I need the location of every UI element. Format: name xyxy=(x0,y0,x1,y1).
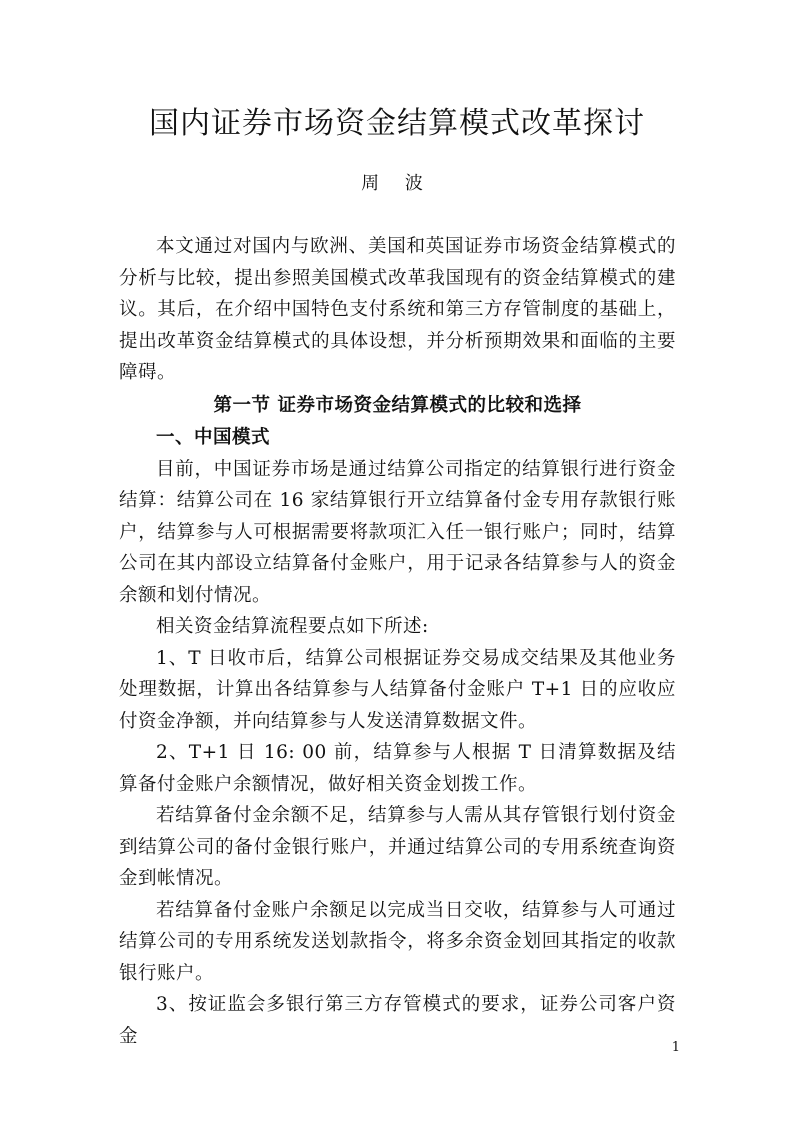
document-body xyxy=(119,231,676,1052)
author-name: 周 波 xyxy=(361,173,433,194)
body-paragraph: 若结算备付金账户余额足以完成当日交收，结算参与人可通过结算公司的专用系统发送划款指令，将多余资金划回其指定的收款银行账户。 xyxy=(119,899,676,984)
body-paragraph: 3、按证监会多银行第三方存管模式的要求，证券公司客户资金 xyxy=(119,994,676,1047)
subsection-heading: 一、中国模式 xyxy=(156,427,271,448)
body-paragraph: 2、T+1 日 16: 00 前，结算参与人根据 T 日清算数据及结算备付金账户余额情况，做好相关资金划拨工作。 xyxy=(119,742,676,795)
page-number: 1 xyxy=(671,1040,680,1055)
body-paragraph: 1、T 日收市后，结算公司根据证券交易成交结果及其他业务处理数据，计算出各结算参与人结算备付金账户 T+1 日的应收应付资金净额，并向结算参与人发送清算数据文件。 xyxy=(119,647,676,732)
body-paragraph: 目前，中国证券市场是通过结算公司指定的结算银行进行资金结算：结算公司在 16 家结算银行开立结算备付金专用存款银行账户，结算参与人可根据需要将款项汇入任一银行账户；同时，结算公司在其内部设立结算备付金账户，用于记录各结算参与人的资金余额和划付情况。 xyxy=(119,458,676,606)
body-paragraph: 若结算备付金余额不足，结算参与人需从其存管银行划付资金到结算公司的备付金银行账户，并通过结算公司的专用系统查询资金到帐情况。 xyxy=(119,805,676,889)
document-title: 国内证券市场资金结算模式改革探讨 xyxy=(149,106,645,141)
section-heading: 第一节 证券市场资金结算模式的比较和选择 xyxy=(213,394,582,416)
abstract-paragraph: 本文通过对国内与欧洲、美国和英国证券市场资金结算模式的分析与比较，提出参照美国模式改革我国现有的资金结算模式的建议。其后，在介绍中国特色支付系统和第三方存管制度的基础上，提出改革资金结算模式的具体设想，并分析预期效果和面临的主要障碍。 xyxy=(119,236,676,383)
body-paragraph: 相关资金结算流程要点如下所述: xyxy=(156,616,429,637)
